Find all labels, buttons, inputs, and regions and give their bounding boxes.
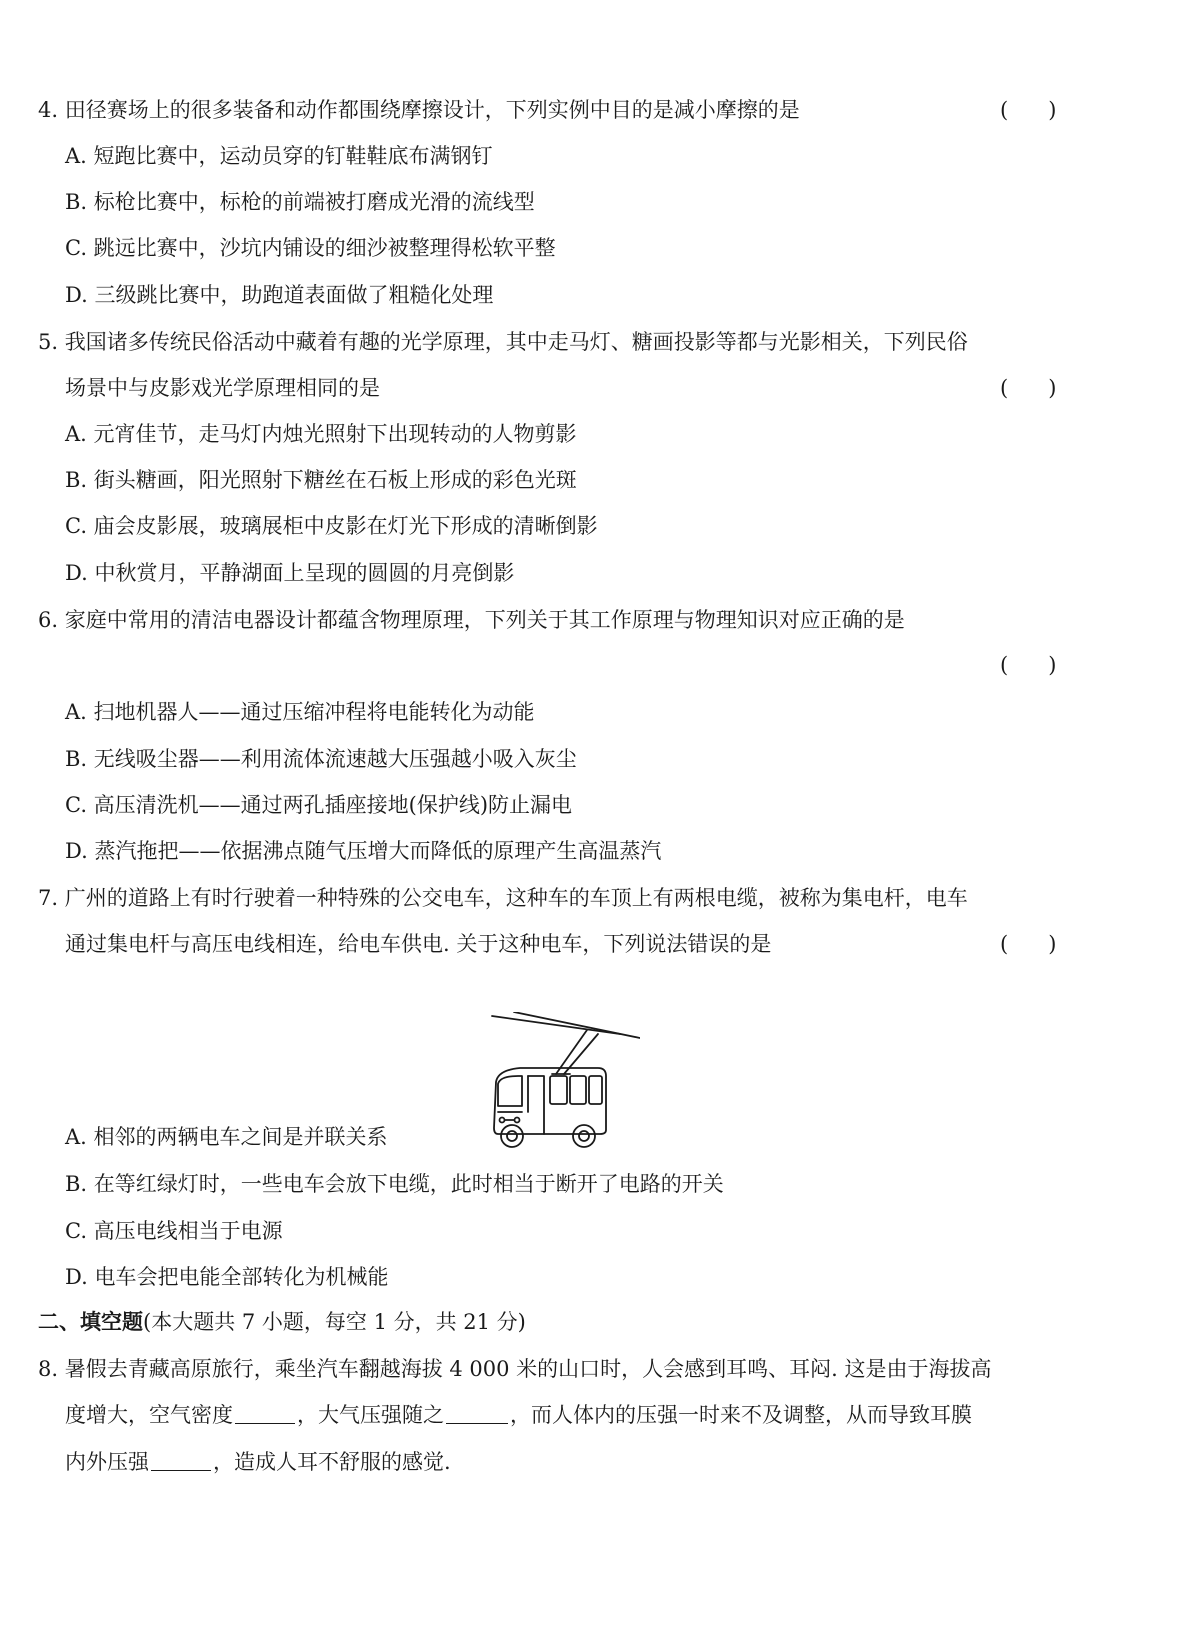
q8-text: ，大气压强随之 — [297, 1403, 444, 1427]
section-title: 二、填空题 — [38, 1309, 143, 1334]
q7-option-c: C. 高压电线相当于电源 — [65, 1219, 283, 1243]
q6-option-c: C. 高压清洗机——通过两孔插座接地(保护线)防止漏电 — [65, 793, 573, 817]
answer-blank[interactable] — [235, 1403, 295, 1424]
q8-line1: 8. 暑假去青藏高原旅行，乘坐汽车翻越海拔 4 000 米的山口时，人会感到耳鸣、耳闷. 这是由于海拔高 — [38, 1357, 992, 1381]
answer-blank[interactable] — [446, 1403, 508, 1424]
q6-stem: 6. 家庭中常用的清洁电器设计都蕴含物理原理，下列关于其工作原理与物理知识对应正确的是 — [38, 608, 905, 632]
q7-stem-line1: 7. 广州的道路上有时行驶着一种特殊的公交电车，这种车的车顶上有两根电缆，被称为集电杆，电车 — [38, 886, 968, 910]
trolleybus-illustration-icon — [490, 1012, 640, 1150]
q8-text: 内外压强 — [65, 1450, 149, 1474]
q4-option-c: C. 跳远比赛中，沙坑内铺设的细沙被整理得松软平整 — [65, 236, 556, 260]
q6-answer-parens: ( ) — [1000, 653, 1057, 677]
q4-answer-parens: ( ) — [1000, 98, 1057, 122]
q5-option-d: D. 中秋赏月，平静湖面上呈现的圆圆的月亮倒影 — [65, 561, 515, 585]
q4-option-b: B. 标枪比赛中，标枪的前端被打磨成光滑的流线型 — [65, 190, 535, 214]
q5-option-c: C. 庙会皮影展，玻璃展柜中皮影在灯光下形成的清晰倒影 — [65, 514, 598, 538]
q8-text: ，而人体内的压强一时来不及调整，从而导致耳膜 — [510, 1403, 972, 1427]
q5-answer-parens: ( ) — [1000, 376, 1057, 400]
section-note: (本大题共 7 小题，每空 1 分，共 21 分) — [143, 1310, 526, 1334]
q4-option-a: A. 短跑比赛中，运动员穿的钉鞋鞋底布满钢钉 — [65, 144, 493, 168]
q5-stem-line2: 场景中与皮影戏光学原理相同的是 — [65, 376, 380, 400]
q8-line3 — [65, 1447, 451, 1477]
q8-text: ，造成人耳不舒服的感觉. — [213, 1450, 451, 1474]
q7-option-a: A. 相邻的两辆电车之间是并联关系 — [65, 1125, 388, 1149]
q6-option-a: A. 扫地机器人——通过压缩冲程将电能转化为动能 — [65, 700, 535, 724]
q7-option-b: B. 在等红绿灯时，一些电车会放下电缆，此时相当于断开了电路的开关 — [65, 1172, 724, 1196]
q7-stem-line2: 通过集电杆与高压电线相连，给电车供电. 关于这种电车，下列说法错误的是 — [65, 932, 772, 956]
q8-line2 — [65, 1400, 972, 1430]
q8-text: 度增大，空气密度 — [65, 1403, 233, 1427]
q5-option-a: A. 元宵佳节，走马灯内烛光照射下出现转动的人物剪影 — [65, 422, 577, 446]
q5-option-b: B. 街头糖画，阳光照射下糖丝在石板上形成的彩色光斑 — [65, 468, 577, 492]
q4-stem: 4. 田径赛场上的很多装备和动作都围绕摩擦设计，下列实例中目的是减小摩擦的是 — [38, 98, 800, 122]
q6-option-d: D. 蒸汽拖把——依据沸点随气压增大而降低的原理产生高温蒸汽 — [65, 839, 662, 863]
section-heading — [38, 1307, 526, 1337]
q7-option-d: D. 电车会把电能全部转化为机械能 — [65, 1265, 389, 1289]
answer-blank[interactable] — [151, 1450, 211, 1471]
q6-option-b: B. 无线吸尘器——利用流体流速越大压强越小吸入灰尘 — [65, 747, 577, 771]
q5-stem-line1: 5. 我国诸多传统民俗活动中藏着有趣的光学原理，其中走马灯、糖画投影等都与光影相关，下列民俗 — [38, 330, 968, 354]
q7-answer-parens: ( ) — [1000, 932, 1057, 956]
q4-option-d: D. 三级跳比赛中，助跑道表面做了粗糙化处理 — [65, 283, 494, 307]
